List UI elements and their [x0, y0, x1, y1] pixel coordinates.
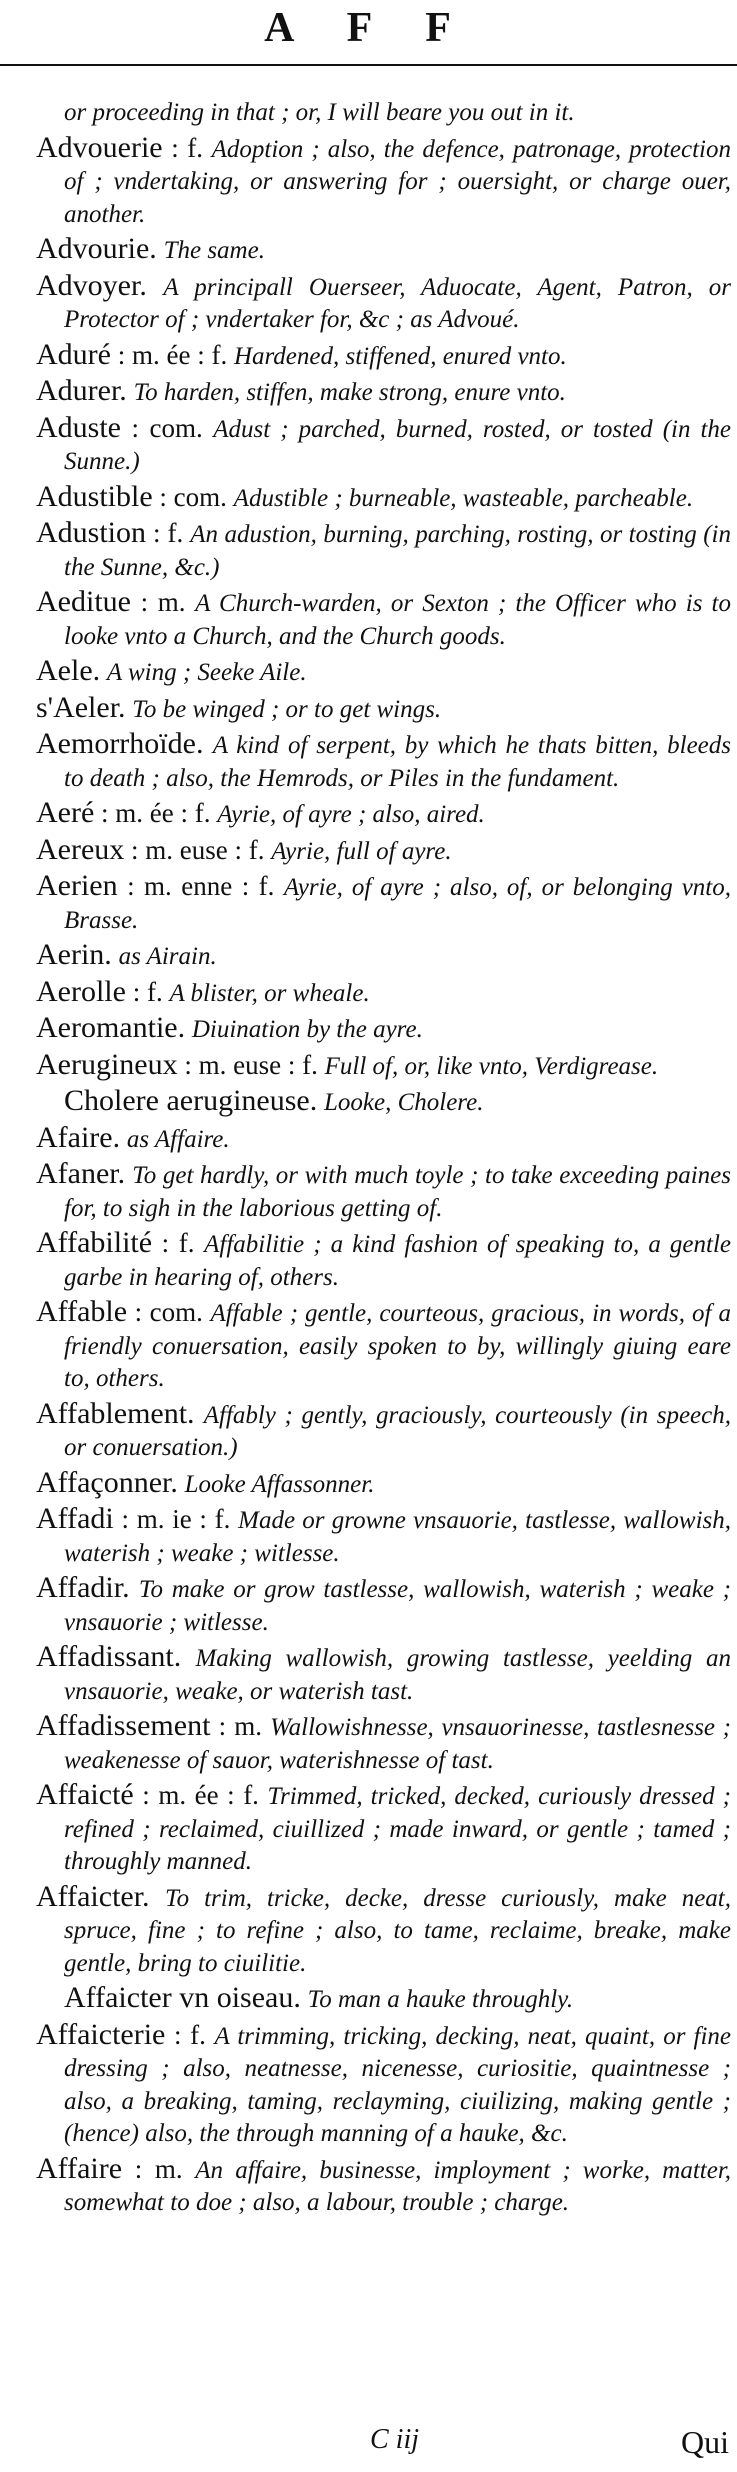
- dictionary-entry: [36, 479, 731, 515]
- dictionary-entry: [36, 1465, 731, 1501]
- definition: Looke Affassonner.: [184, 1470, 375, 1498]
- headword: s'Aeler.: [36, 690, 126, 724]
- definition: To get hardly, or with much toyle ; to take exceeding paines for, to sigh in the laborious getting of.: [64, 1162, 731, 1222]
- definition: Making wallowish, growing tastlesse, yeelding an vnsauorie, weake, or waterish tast.: [64, 1645, 731, 1705]
- definition: as Airain.: [118, 943, 217, 970]
- definition: Diuination by the ayre.: [191, 1016, 423, 1043]
- headword: Aerin.: [36, 938, 112, 971]
- dictionary-entry: [36, 1297, 731, 1395]
- dictionary-entry: [36, 1047, 731, 1083]
- headword: Affadi: [36, 1502, 114, 1535]
- grammar-note: : m. ée : f.: [117, 339, 228, 370]
- dictionary-entry: [36, 130, 732, 231]
- definition: Hardened, stiffened, enured vnto.: [233, 342, 567, 370]
- catchword: Qui: [681, 2424, 729, 2460]
- dictionary-entry: [36, 974, 731, 1010]
- headword: Aeditue: [36, 585, 131, 618]
- dictionary-entry: [36, 871, 731, 936]
- dictionary-entry: [36, 1642, 731, 1707]
- definition: To make or grow tastlesse, wallowish, waterish ; weake ; vnsauorie ; witlesse.: [64, 1576, 731, 1636]
- headword: Advoyer.: [36, 268, 147, 302]
- dictionary-entry: [36, 376, 731, 409]
- headword: Aduré: [36, 337, 111, 371]
- dictionary-entry: [36, 940, 731, 973]
- signature-mark: C iij: [370, 2424, 420, 2455]
- grammar-note: : m.: [134, 2153, 183, 2184]
- definition: Made or growne vnsauorie, tastlesse, wallowish, waterish ; weake ; witlesse.: [64, 1507, 732, 1567]
- definition: or proceeding in that ; or, I will beare you out in it.: [64, 99, 575, 126]
- grammar-note: : com.: [131, 412, 203, 443]
- definition: The same.: [163, 237, 265, 264]
- definition: To man a hauke throughly.: [307, 1986, 574, 2013]
- definition: A Church-warden, or Sexton ; the Officer who is to looke vnto a Church, and the Church goods.: [64, 590, 732, 650]
- headword: Affablement.: [36, 1396, 195, 1430]
- definition: Ayrie, of ayre ; also, of, or belonging vnto, Brasse.: [64, 874, 732, 934]
- definition: Adustible ; burneable, wasteable, parcheable.: [233, 484, 694, 512]
- definition: A principall Ouerseer, Aduocate, Agent, Patron, or Protector of ; vndertaker for, &c ; as Advoué.: [64, 273, 731, 333]
- definition: Affabilitie ; a kind fashion of speaking to, a gentle garbe in hearing of, others.: [64, 1231, 731, 1291]
- dictionary-entry: [36, 1504, 731, 1569]
- headword: Affaicter vn oiseau.: [64, 1981, 301, 2014]
- grammar-note: : f.: [161, 1228, 195, 1258]
- definition: Wallowishnesse, vnsauorinesse, tastlesnesse ; weakenesse of sauor, waterishnesse of tast.: [64, 1714, 732, 1774]
- headword: Affaire: [36, 2151, 123, 2185]
- headword: Affaicterie: [36, 2017, 166, 2051]
- headword: Advourie.: [36, 232, 157, 265]
- grammar-note: : m. ée : f.: [101, 798, 211, 828]
- definition: To harden, stiffen, make strong, enure vnto.: [133, 379, 566, 406]
- definition: An affaire, businesse, imployment ; worke, matter, somewhat to doe ; also, a labour, trouble ; charge.: [64, 2156, 732, 2216]
- definition: Affable ; gentle, courteous, gracious, in words, of a friendly conuersation, easily spoken to by, willingly giuing eare to, others.: [64, 1300, 732, 1392]
- definition: Looke, Cholere.: [323, 1089, 484, 1116]
- dictionary-entry: [36, 1159, 731, 1224]
- grammar-note: : f.: [132, 976, 163, 1007]
- definition: as Affaire.: [126, 1125, 230, 1153]
- grammar-note: : m. ée : f.: [142, 1780, 259, 1810]
- headword: Affaçonner.: [36, 1465, 178, 1499]
- page-footer: [0, 2424, 737, 2464]
- definition: Full of, or, like vnto, Verdigrease.: [324, 1052, 659, 1080]
- dictionary-entry: [36, 832, 731, 868]
- dictionary-entry: [36, 2017, 732, 2150]
- headword: Affabilité: [36, 1226, 153, 1259]
- dictionary-entry: [36, 337, 731, 373]
- grammar-note: : f.: [171, 132, 204, 163]
- header-rule: [0, 64, 737, 66]
- headword: Affadissant.: [36, 1640, 182, 1673]
- dictionary-entry: [36, 96, 731, 129]
- definition: An adustion, burning, parching, rosting, or tosting (in the Sunne, &c.): [64, 521, 731, 581]
- dictionary-entry: [36, 1013, 731, 1046]
- grammar-note: : m.: [140, 587, 186, 617]
- headword: Aemorrhoïde.: [36, 727, 204, 760]
- dictionary-entry: [36, 1780, 731, 1878]
- headword: Aduste: [36, 410, 121, 444]
- headword: Afaner.: [36, 1157, 126, 1190]
- headword: Adurer.: [36, 374, 127, 407]
- dictionary-entry: [36, 410, 732, 478]
- dictionary-entry: [36, 1711, 731, 1776]
- definition: Trimmed, tricked, decked, curiously dressed ; refined ; reclaimed, ciuillized ; made inward, or gentle ; tamed ; throughly manned.: [64, 1783, 731, 1875]
- definition: To trim, tricke, decke, dresse curiously, make neat, spruce, fine ; to refine ; also, to tame, reclaime, breake, make gentle, bring to ciuilitie.: [64, 1884, 732, 1977]
- dictionary-entry: [36, 234, 731, 267]
- grammar-note: : m. euse : f.: [131, 834, 265, 865]
- headword: Aereux: [36, 832, 125, 866]
- definition: Ayrie, full of ayre.: [271, 837, 452, 865]
- dictionary-entry: [36, 798, 731, 831]
- dictionary-entry: [36, 587, 731, 652]
- headword: Adustible: [36, 479, 153, 513]
- headword: Affable: [36, 1295, 128, 1328]
- definition: A blister, or wheale.: [169, 979, 370, 1007]
- headword: Affaicté: [36, 1778, 134, 1811]
- headword: Aerolle: [36, 974, 126, 1008]
- headword: Aeré: [36, 796, 95, 829]
- headword: Aele.: [36, 654, 101, 687]
- dictionary-entry: [36, 729, 731, 794]
- page-header: A F F: [264, 5, 473, 51]
- dictionary-entry: [36, 2151, 732, 2219]
- definition: Adust ; parched, burned, rosted, or tosted (in the Sunne.): [64, 415, 732, 475]
- dictionary-entry: [36, 268, 731, 336]
- definition: A trimming, tricking, decking, neat, quaint, or fine dressing ; also, neatnesse, nicenesse, curiositie, quaintnesse ; also, a breaking, taming, reclayming, ciuilizing, making gentle ; (hence) also, the through manning of a hauke, &c.: [64, 2022, 732, 2147]
- headword: Affadir.: [36, 1571, 130, 1604]
- grammar-note: : m. euse : f.: [184, 1049, 318, 1080]
- grammar-note: : m. ie : f.: [121, 1504, 231, 1534]
- definition: A kind of serpent, by which he thats bitten, bleeds to death ; also, the Hemrods, or Piles in the fundament.: [64, 732, 732, 792]
- headword: Aerien: [36, 869, 118, 902]
- grammar-note: : m.: [218, 1711, 262, 1741]
- grammar-note: : com.: [159, 481, 227, 512]
- definition: Affably ; gently, graciously, courteously (in speech, or conuersation.): [64, 1401, 731, 1461]
- headword: Afaire.: [36, 1120, 121, 1154]
- dictionary-entry: [36, 656, 731, 689]
- dictionary-entry: [36, 690, 731, 726]
- definition: A wing ; Seeke Aile.: [106, 659, 307, 686]
- grammar-note: : com.: [134, 1297, 203, 1327]
- headword: Adustion: [36, 516, 147, 549]
- definition: Ayrie, of ayre ; also, aired.: [217, 801, 485, 828]
- dictionary-entry: [36, 1120, 731, 1156]
- dictionary-entry: [36, 518, 731, 583]
- dictionary-entry: [36, 1228, 731, 1293]
- dictionary-entry: [36, 1879, 732, 1980]
- dictionary-entry: [36, 1983, 731, 2016]
- dictionary-entry: [36, 1573, 731, 1638]
- grammar-note: : f.: [173, 2019, 206, 2050]
- headword: Affaicter.: [36, 1879, 150, 1913]
- grammar-note: : m. enne : f.: [127, 871, 275, 901]
- dictionary-entry: [36, 1396, 731, 1464]
- headword: Advouerie: [36, 130, 163, 164]
- grammar-note: : f.: [153, 518, 184, 548]
- definition: To be winged ; or to get wings.: [132, 695, 442, 723]
- entries-list: [36, 96, 731, 2223]
- definition: Adoption ; also, the defence, patronage, protection of ; vndertaking, or answering for ; ouersight, or charge ouer, another.: [64, 135, 732, 228]
- headword: Aerugineux: [36, 1047, 178, 1081]
- headword: Aeromantie.: [36, 1011, 186, 1044]
- dictionary-entry: [36, 1086, 731, 1119]
- headword: Cholere aerugineuse.: [64, 1084, 318, 1117]
- headword: Affadissement: [36, 1709, 211, 1742]
